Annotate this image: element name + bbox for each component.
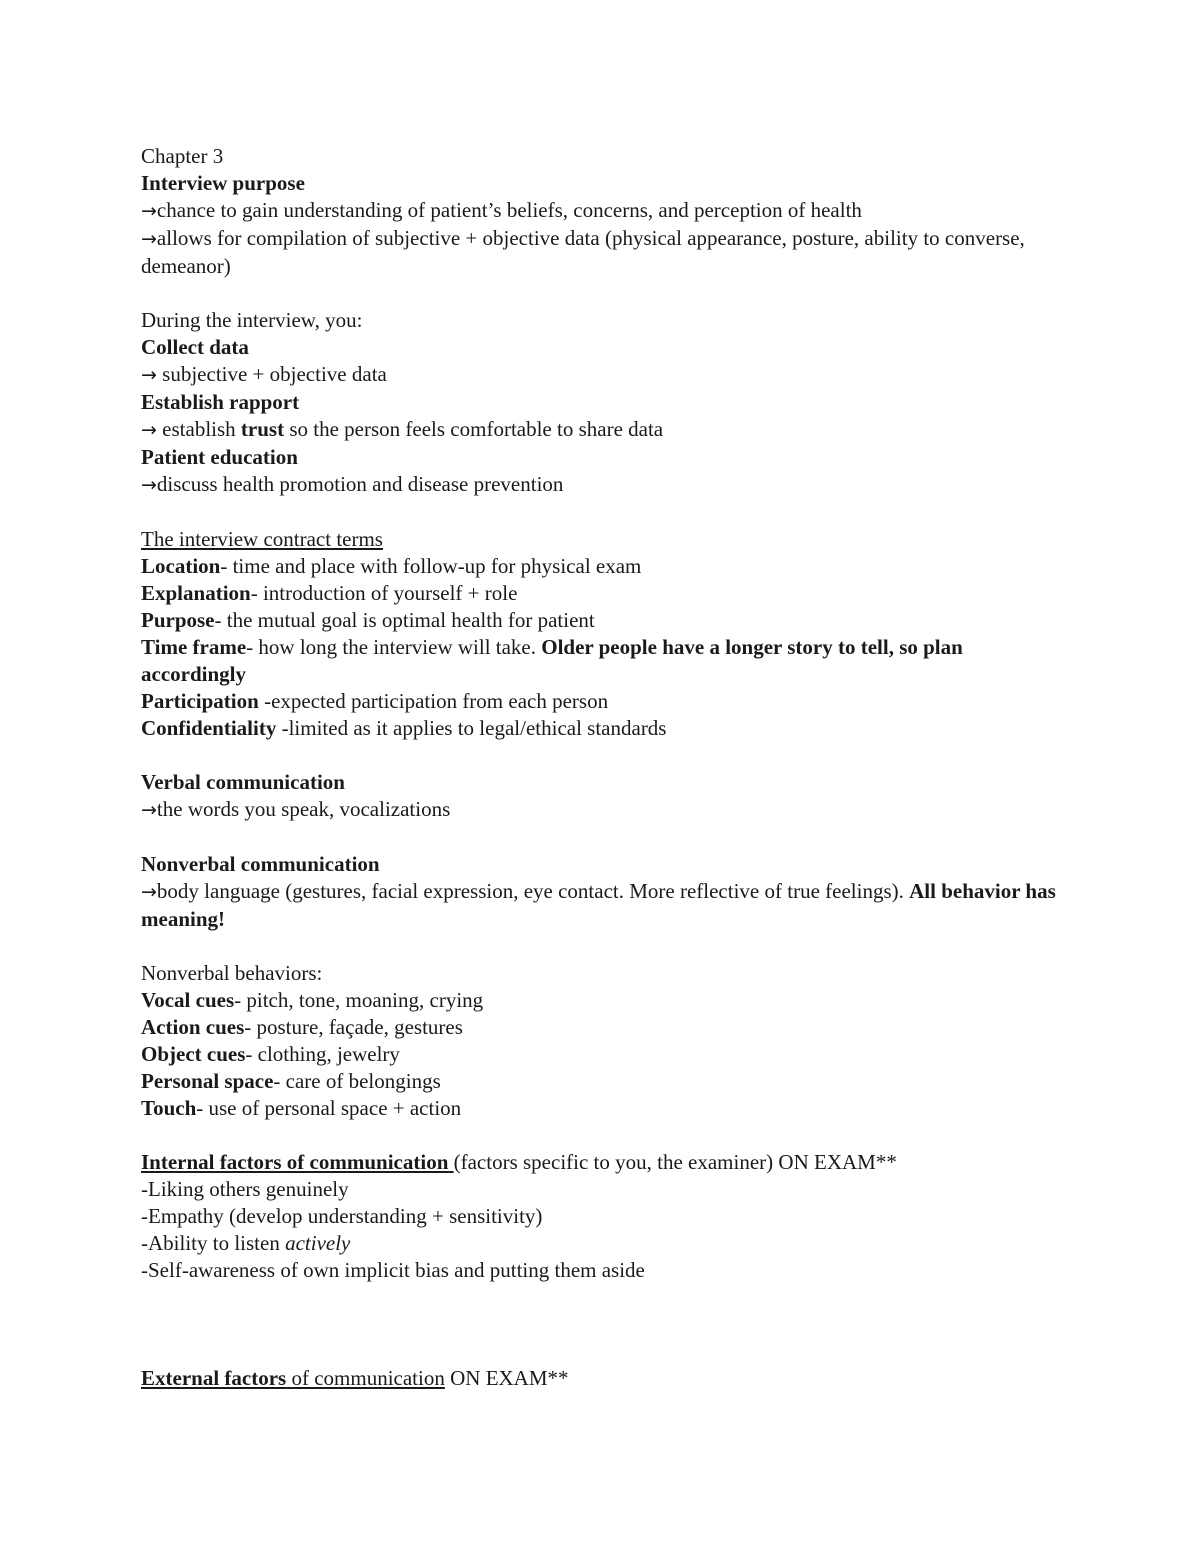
contract-confidentiality: Confidentiality -limited as it applies to legal/ethical standards — [141, 716, 667, 740]
behavior-touch: Touch- use of personal space + action — [141, 1096, 462, 1120]
internal-item-2: -Empathy (develop understanding + sensitivity) — [141, 1204, 543, 1228]
during-intro: During the interview, you: — [141, 308, 363, 332]
arrow-icon: → — [141, 474, 157, 496]
collect-data-text: → subjective + objective data — [141, 362, 387, 386]
internal-item-4: -Self-awareness of own implicit bias and putting them aside — [141, 1258, 645, 1282]
arrow-icon: → — [141, 228, 157, 250]
collect-data-heading: Collect data — [141, 335, 249, 359]
arrow-icon: → — [141, 364, 157, 386]
purpose-point-1: →chance to gain understanding of patient’s beliefs, concerns, and perception of health — [141, 198, 862, 222]
internal-factors-line: Internal factors of communication (factors specific to you, the examiner) ON EXAM** — [141, 1150, 897, 1174]
contract-purpose: Purpose- the mutual goal is optimal health for patient — [141, 608, 595, 632]
education-text: →discuss health promotion and disease prevention — [141, 472, 564, 496]
chapter-title: Chapter 3 — [141, 144, 224, 168]
internal-item-3: -Ability to listen actively — [141, 1231, 351, 1255]
document-page — [141, 143, 1061, 1392]
behaviors-intro: Nonverbal behaviors: — [141, 961, 323, 985]
verbal-text: →the words you speak, vocalizations — [141, 797, 451, 821]
nonverbal-heading: Nonverbal communication — [141, 852, 380, 876]
external-factors-heading: External factors — [141, 1366, 287, 1390]
arrow-icon: → — [141, 419, 157, 441]
interview-purpose-heading: Interview purpose — [141, 171, 305, 195]
behavior-object: Object cues- clothing, jewelry — [141, 1042, 400, 1066]
internal-factors-heading: Internal factors of communication — [141, 1150, 449, 1174]
internal-item-1: -Liking others genuinely — [141, 1177, 349, 1201]
verbal-heading: Verbal communication — [141, 770, 345, 794]
behavior-action: Action cues- posture, façade, gestures — [141, 1015, 463, 1039]
contract-explanation: Explanation- introduction of yourself + role — [141, 581, 518, 605]
rapport-heading: Establish rapport — [141, 390, 300, 414]
behavior-personal-space: Personal space- care of belongings — [141, 1069, 441, 1093]
behavior-vocal: Vocal cues- pitch, tone, moaning, crying — [141, 988, 484, 1012]
contract-time-frame: Time frame- how long the interview will take. Older people have a longer story to tell, so plan accordingly — [141, 635, 963, 686]
arrow-icon: → — [141, 799, 157, 821]
education-heading: Patient education — [141, 445, 298, 469]
purpose-point-2: →allows for compilation of subjective + objective data (physical appearance, posture, ability to converse, demeanor) — [141, 226, 1025, 278]
arrow-icon: → — [141, 881, 157, 903]
contract-participation: Participation -expected participation from each person — [141, 689, 609, 713]
contract-location: Location- time and place with follow-up for physical exam — [141, 554, 642, 578]
contract-heading: The interview contract terms — [141, 527, 383, 551]
rapport-text: → establish trust so the person feels comfortable to share data — [141, 417, 664, 441]
external-factors-line: External factors of communication ON EXAM** — [141, 1366, 569, 1390]
nonverbal-text: →body language (gestures, facial expression, eye contact. More reflective of true feelings). All behavior has meaning! — [141, 879, 1056, 931]
arrow-icon: → — [141, 200, 157, 222]
